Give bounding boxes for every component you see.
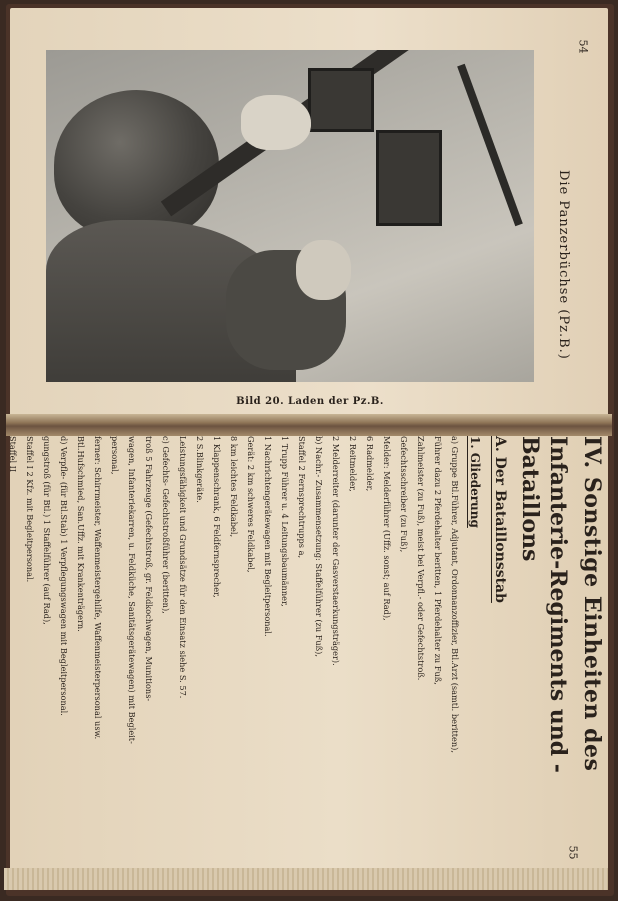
- text-line: Gefechtsschreiber (zu Fuß),: [399, 436, 409, 553]
- running-head: Die Panzerbüchse (Pz.B.): [556, 170, 571, 360]
- text-line: 2 Melderreiter (darunter der Gasverstaerkungsträger).: [331, 436, 341, 666]
- text-line: Gerät: 2 km schweres Feldkabel,: [246, 436, 256, 573]
- bipod-shape: [457, 64, 523, 226]
- chapter-subtitle: Infanterie-Regiments und -Bataillons: [517, 436, 571, 773]
- text-line: 2 Reitmelder,: [348, 436, 358, 492]
- photo-loading-panzerbuechse: [46, 50, 534, 382]
- text-line: Führer dazu 2 Pferdehalter beritten, 1 Pferdehalter zu Fuß,: [433, 436, 443, 685]
- section-heading: A. Der Bataillonsstab: [492, 436, 508, 603]
- text-line: 1 Trupp Führer u. 4 Leitungsbaumänner,: [280, 436, 290, 607]
- helmet-shape: [54, 90, 219, 240]
- text-line: Staffel II: [8, 436, 18, 473]
- text-line: Melder: Melderführer (Uffz. sonst; auf Rad),: [382, 436, 392, 621]
- page-edges: [4, 868, 608, 890]
- text-line: d) Verpfle- (für Btl.Stab) 1 Verpflegungswagen mit Begleitpersonal.: [59, 436, 69, 716]
- text-line: Btl.Hufschmied, San.Uffz. mit Krankenträgern.: [76, 436, 86, 632]
- text-line: Zahlmeister (zu Fuß), meist bei Verpfl.- oder Gefechtstroß.: [416, 436, 426, 681]
- text-line: ferner: Schirrmeister, Waffenmeistergehilfe, Waffenmeisterpersonal usw.: [93, 436, 103, 740]
- text-line: 8 km leichtes Feldkabel,: [229, 436, 239, 538]
- text-line: wagen, Infanteriekarren, u. Feldküche, Sanitätsgerätewagen) mit Begleit-: [127, 436, 137, 744]
- text-line: troß 5 Fahrzeuge (Gefechtstroß, gr. Feldkochwagen, Munitions-: [144, 436, 154, 702]
- subheading-gliederung: 1. Gliederung: [468, 436, 482, 528]
- text-line: gungstroß (für Btl.) 1 Staffelführer (auf Rad),: [42, 436, 52, 625]
- page-number-bottom: 55: [566, 845, 580, 860]
- text-line: 6 Radmelder,: [365, 436, 375, 492]
- text-line: Staffel I 2 Kfz. mit Begleitpersonal.: [25, 436, 35, 583]
- text-line: 2 S.Blinkgeräte.: [195, 436, 205, 503]
- magazine-shape: [308, 68, 374, 132]
- text-line: Staffel 2 Fernsprechtrupps a,: [297, 436, 307, 559]
- text-line: personal,: [110, 436, 120, 475]
- text-line: c) Gefechts- Gefechtstroßführer (beritten),: [161, 436, 171, 614]
- photo-caption: Bild 20. Laden der Pz.B.: [236, 396, 384, 407]
- text-line: b) Nachr.- Zusammensetzung: Staffelführer (zu Fuß),: [314, 436, 324, 657]
- text-line: Leistungsfähigkeit und Grundsätze für den Einsatz siehe S. 57.: [178, 436, 188, 699]
- bottom-page-text: [8, 436, 606, 860]
- magazine-box-shape: [376, 130, 442, 226]
- book-gutter: [6, 414, 612, 436]
- page-number-top: 54: [576, 39, 590, 54]
- text-line: 1 Klappenschrank, 6 Feldfernsprecher,: [212, 436, 222, 598]
- text-line: a) Gruppe Btl.Führer, Adjutant, Ordonnanzoffizier, Btl.Arzt (samtl. beritten),: [450, 436, 460, 753]
- text-line: 1 Nachrichtengerätewagen mit Begleitpersonal.: [263, 436, 273, 637]
- text-line: [0, 436, 1, 860]
- hand-shape-lower: [296, 240, 351, 300]
- hand-shape: [241, 95, 311, 150]
- chapter-title: IV. Sonstige Einheiten des: [579, 436, 605, 772]
